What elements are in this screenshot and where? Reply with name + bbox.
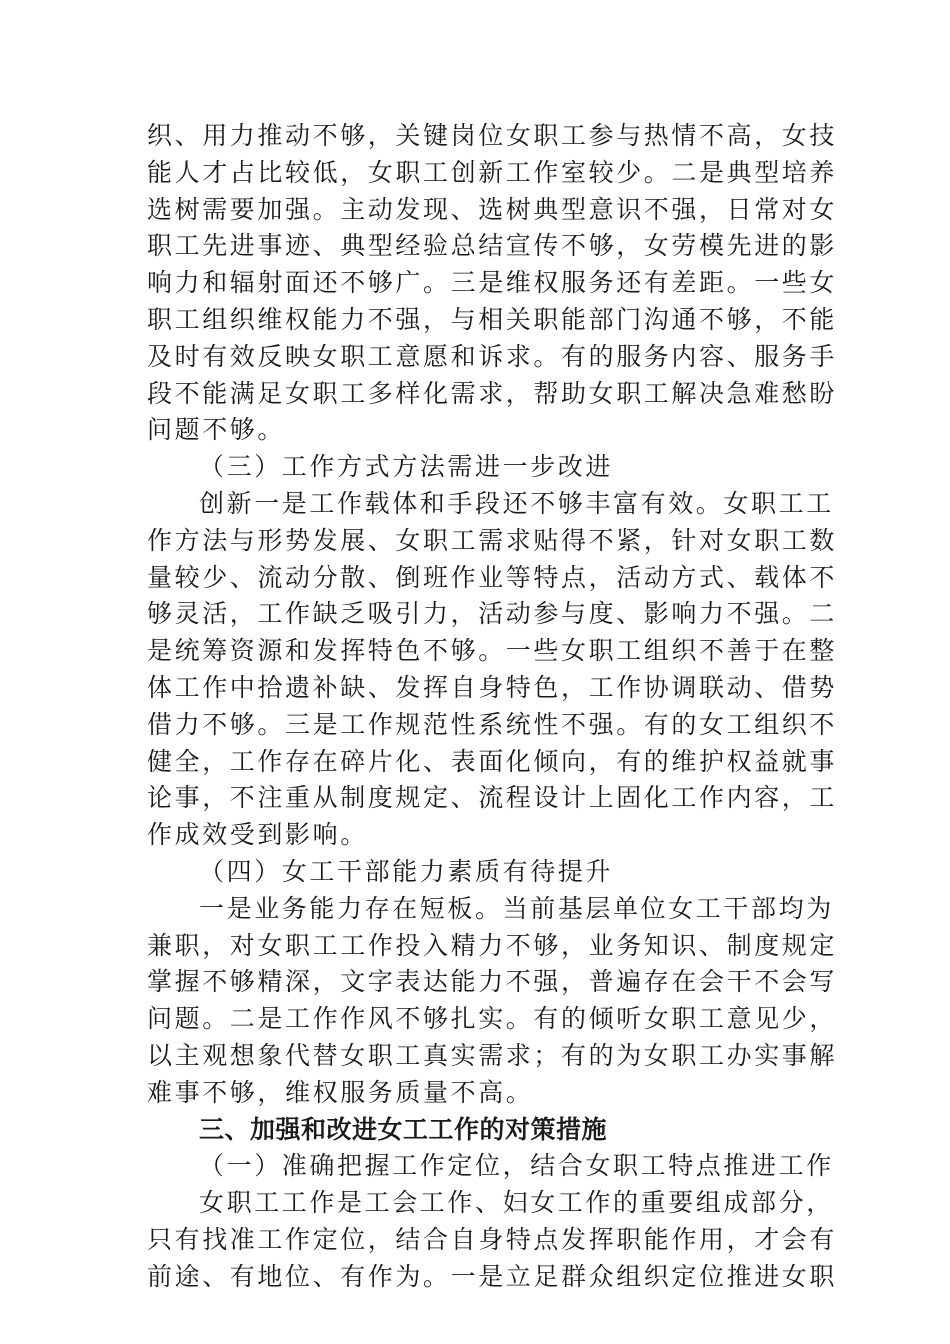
text-line: 以主观想象代替女职工真实需求；有的为女职工办实事解	[147, 1040, 838, 1070]
text-line: 掌握不够精深，文字表达能力不强，普遍存在会干不会写	[147, 967, 838, 997]
text-line: 职工组织维权能力不强，与相关职能部门沟通不够，不能	[147, 304, 838, 334]
text-line: 一是业务能力存在短板。当前基层单位女工干部均为	[199, 893, 834, 923]
paragraph-work-positioning	[147, 1185, 838, 1295]
text-line: 段不能满足女职工多样化需求，帮助女职工解决急难愁盼	[147, 378, 838, 408]
text-line: 作方法与形势发展、女职工需求贴得不紧，针对女职工数	[147, 525, 838, 555]
text-line: 女职工工作是工会工作、妇女工作的重要组成部分，	[199, 1188, 834, 1218]
subheading-1: （一）准确把握工作定位，结合女职工特点推进工作	[199, 1151, 834, 1181]
text-line: 量较少、流动分散、倒班作业等特点，活动方式、载体不	[147, 562, 838, 592]
text-line: 及时有效反映女职工意愿和诉求。有的服务内容、服务手	[147, 341, 838, 371]
text-line: 兼职，对女职工工作投入精力不够，业务知识、制度规定	[147, 930, 838, 960]
text-line: 前途、有地位、有作为。一是立足群众组织定位推进女职	[147, 1261, 838, 1291]
section-heading-3: 三、加强和改进女工工作的对策措施	[199, 1114, 608, 1144]
text-line: 难事不够，维权服务质量不高。	[147, 1077, 534, 1107]
text-line: 论事，不注重从制度规定、流程设计上固化工作内容，工	[147, 783, 838, 813]
subheading-4: （四）女工干部能力素质有待提升	[199, 856, 614, 886]
text-line: 健全，工作存在碎片化、表面化倾向，有的维护权益就事	[147, 746, 838, 776]
text-line: 够灵活，工作缺乏吸引力，活动参与度、影响力不强。二	[147, 599, 838, 629]
text-line: 借力不够。三是工作规范性系统性不强。有的女工组织不	[147, 709, 838, 739]
text-line: 问题。二是工作作风不够扎实。有的倾听女职工意见少，	[147, 1004, 838, 1034]
document-body	[147, 118, 838, 1296]
text-line: 响力和辐射面还不够广。三是维权服务还有差距。一些女	[147, 268, 838, 298]
text-line: 作成效受到影响。	[147, 820, 368, 850]
text-line: 只有找准工作定位，结合自身特点发挥职能作用，才会有	[147, 1224, 838, 1254]
paragraph-cadre-ability	[147, 891, 838, 1112]
text-line: 创新一是工作载体和手段还不够丰富有效。女职工工	[199, 488, 834, 518]
text-line: 体工作中拾遗补缺、发挥自身特色，工作协调联动、借势	[147, 672, 838, 702]
text-line: 是统筹资源和发挥特色不够。一些女职工组织不善于在整	[147, 636, 838, 666]
paragraph-continued	[147, 118, 838, 449]
subheading-3: （三）工作方式方法需进一步改进	[199, 452, 614, 482]
text-line: 能人才占比较低，女职工创新工作室较少。二是典型培养	[147, 157, 838, 187]
text-line: 织、用力推动不够，关键岗位女职工参与热情不高，女技	[147, 121, 838, 150]
paragraph-work-methods	[147, 486, 838, 854]
text-line: 职工先进事迹、典型经验总结宣传不够，女劳模先进的影	[147, 231, 838, 261]
text-line: 问题不够。	[147, 415, 286, 445]
text-line: 选树需要加强。主动发现、选树典型意识不强，日常对女	[147, 194, 838, 224]
